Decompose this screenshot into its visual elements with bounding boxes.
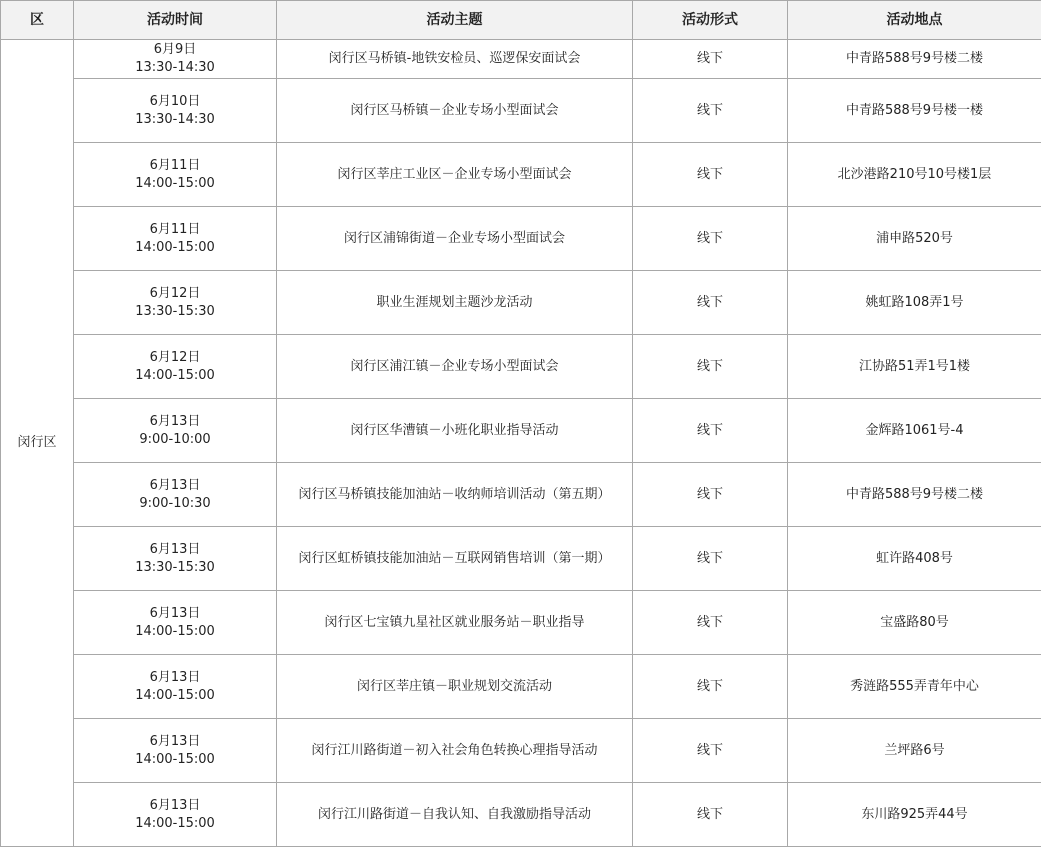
table-header-row xyxy=(1,1,1041,40)
location-cell: 江协路51弄1号1楼 xyxy=(788,335,1041,399)
mode-cell: 线下 xyxy=(633,207,788,271)
activity-date: 6月12日 xyxy=(149,285,201,301)
activity-date: 6月13日 xyxy=(149,413,201,429)
table-body xyxy=(1,40,1041,847)
topic-cell: 闵行区马桥镇－企业专场小型面试会 xyxy=(277,79,633,143)
activity-time: 9:00-10:00 xyxy=(139,431,211,447)
mode-cell: 线下 xyxy=(633,271,788,335)
mode-cell: 线下 xyxy=(633,783,788,847)
table-row xyxy=(1,527,1041,591)
mode-cell: 线下 xyxy=(633,591,788,655)
location-cell: 宝盛路80号 xyxy=(788,591,1041,655)
mode-cell: 线下 xyxy=(633,527,788,591)
table-row xyxy=(1,719,1041,783)
location-cell: 浦申路520号 xyxy=(788,207,1041,271)
activity-time: 14:00-15:00 xyxy=(135,175,215,191)
location-cell: 中青路588号9号楼二楼 xyxy=(788,40,1041,79)
mode-cell: 线下 xyxy=(633,719,788,783)
table-row xyxy=(1,335,1041,399)
topic-cell: 闵行区华漕镇－小班化职业指导活动 xyxy=(277,399,633,463)
topic-cell: 闵行区浦江镇－企业专场小型面试会 xyxy=(277,335,633,399)
header-topic: 活动主题 xyxy=(277,1,633,40)
table-row xyxy=(1,783,1041,847)
activity-time: 14:00-15:00 xyxy=(135,687,215,703)
table-row xyxy=(1,207,1041,271)
location-cell: 虹许路408号 xyxy=(788,527,1041,591)
mode-cell: 线下 xyxy=(633,655,788,719)
header-district: 区 xyxy=(1,1,74,40)
time-cell xyxy=(74,40,277,79)
location-cell: 兰坪路6号 xyxy=(788,719,1041,783)
table-row xyxy=(1,79,1041,143)
activity-date: 6月10日 xyxy=(149,93,201,109)
topic-cell: 闵行区莘庄工业区－企业专场小型面试会 xyxy=(277,143,633,207)
time-cell xyxy=(74,335,277,399)
header-mode: 活动形式 xyxy=(633,1,788,40)
header-time: 活动时间 xyxy=(74,1,277,40)
table-row xyxy=(1,40,1041,79)
location-cell: 北沙港路210号10号楼1层 xyxy=(788,143,1041,207)
time-cell xyxy=(74,207,277,271)
table-row xyxy=(1,591,1041,655)
activity-time: 14:00-15:00 xyxy=(135,751,215,767)
activity-date: 6月11日 xyxy=(149,221,201,237)
activity-time: 13:30-14:30 xyxy=(135,111,215,127)
time-cell xyxy=(74,527,277,591)
topic-cell: 职业生涯规划主题沙龙活动 xyxy=(277,271,633,335)
activity-time: 13:30-15:30 xyxy=(135,559,215,575)
district-cell: 闵行区 xyxy=(1,40,74,847)
mode-cell: 线下 xyxy=(633,79,788,143)
topic-cell: 闵行区虹桥镇技能加油站－互联网销售培训（第一期） xyxy=(277,527,633,591)
time-cell xyxy=(74,79,277,143)
header-location: 活动地点 xyxy=(788,1,1041,40)
activity-date: 6月12日 xyxy=(149,349,201,365)
mode-cell: 线下 xyxy=(633,399,788,463)
time-cell xyxy=(74,143,277,207)
activity-date: 6月11日 xyxy=(149,157,201,173)
topic-cell: 闵行区马桥镇-地铁安检员、巡逻保安面试会 xyxy=(277,40,633,79)
table-row xyxy=(1,399,1041,463)
activity-time: 14:00-15:00 xyxy=(135,815,215,831)
table-row xyxy=(1,143,1041,207)
location-cell: 中青路588号9号楼二楼 xyxy=(788,463,1041,527)
mode-cell: 线下 xyxy=(633,463,788,527)
activity-time: 14:00-15:00 xyxy=(135,367,215,383)
mode-cell: 线下 xyxy=(633,40,788,79)
activity-date: 6月13日 xyxy=(149,605,201,621)
topic-cell: 闵行区马桥镇技能加油站－收纳师培训活动（第五期） xyxy=(277,463,633,527)
topic-cell: 闵行区浦锦街道－企业专场小型面试会 xyxy=(277,207,633,271)
activity-time: 9:00-10:30 xyxy=(139,495,211,511)
activity-date: 6月13日 xyxy=(149,733,201,749)
time-cell xyxy=(74,655,277,719)
location-cell: 姚虹路108弄1号 xyxy=(788,271,1041,335)
mode-cell: 线下 xyxy=(633,143,788,207)
table-row xyxy=(1,463,1041,527)
time-cell xyxy=(74,591,277,655)
topic-cell: 闵行区七宝镇九星社区就业服务站－职业指导 xyxy=(277,591,633,655)
mode-cell: 线下 xyxy=(633,335,788,399)
topic-cell: 闵行江川路街道－初入社会角色转换心理指导活动 xyxy=(277,719,633,783)
activity-date: 6月13日 xyxy=(149,797,201,813)
table-row xyxy=(1,655,1041,719)
location-cell: 金辉路1061号-4 xyxy=(788,399,1041,463)
activity-time: 14:00-15:00 xyxy=(135,239,215,255)
time-cell xyxy=(74,463,277,527)
location-cell: 东川路925弄44号 xyxy=(788,783,1041,847)
activity-time: 13:30-15:30 xyxy=(135,303,215,319)
activity-date: 6月9日 xyxy=(153,42,197,57)
time-cell xyxy=(74,399,277,463)
topic-cell: 闵行区莘庄镇－职业规划交流活动 xyxy=(277,655,633,719)
activity-date: 6月13日 xyxy=(149,541,201,557)
time-cell xyxy=(74,783,277,847)
activity-time: 13:30-14:30 xyxy=(135,60,215,75)
time-cell xyxy=(74,719,277,783)
table-row xyxy=(1,271,1041,335)
time-cell xyxy=(74,271,277,335)
activity-date: 6月13日 xyxy=(149,477,201,493)
location-cell: 秀涟路555弄青年中心 xyxy=(788,655,1041,719)
activity-date: 6月13日 xyxy=(149,669,201,685)
topic-cell: 闵行江川路街道－自我认知、自我激励指导活动 xyxy=(277,783,633,847)
activity-time: 14:00-15:00 xyxy=(135,623,215,639)
location-cell: 中青路588号9号楼一楼 xyxy=(788,79,1041,143)
